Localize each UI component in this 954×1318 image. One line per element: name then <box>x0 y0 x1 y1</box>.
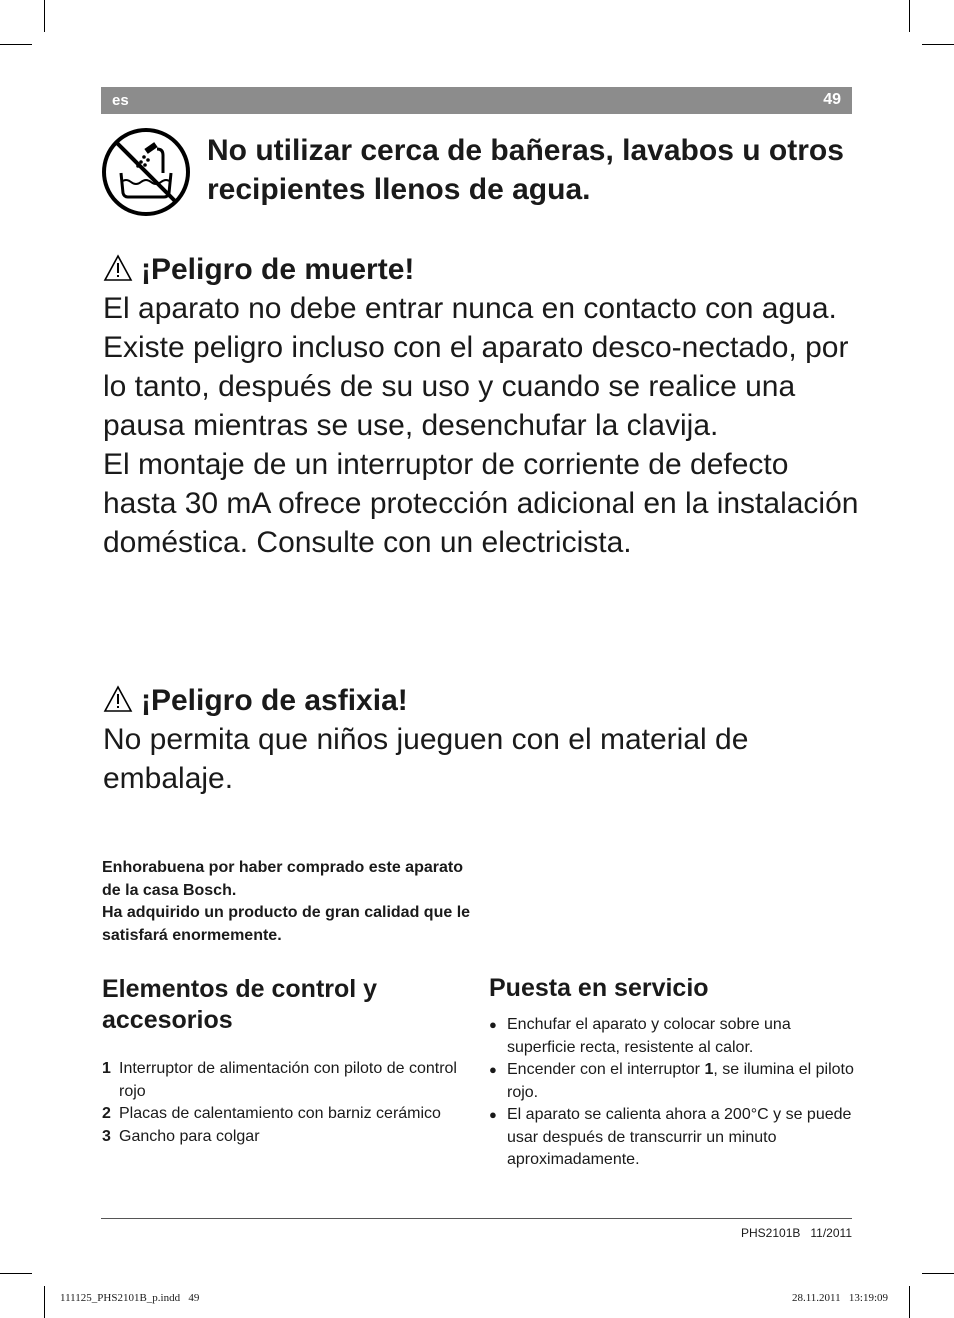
danger-death-paragraph-1: El aparato no debe entrar nunca en contacto con agua. Existe peligro incluso con el aparato desco-nectado, por lo tanto, después de su uso y cuando se realice una pausa mientras se use, desenchufar la clavija. <box>103 292 849 442</box>
language-code: es <box>112 92 129 109</box>
danger-asphyxia-section <box>103 681 863 798</box>
item-text-pre: Encender con el interruptor <box>507 1061 705 1078</box>
crop-mark <box>44 1286 45 1318</box>
bullet-icon: ● <box>489 1107 497 1122</box>
intro-line-2: Ha adquirido un producto de gran calidad que le satisfará enormemente. <box>102 904 471 944</box>
bullet-icon: ● <box>489 1017 497 1032</box>
no-water-bath-icon <box>101 127 191 217</box>
danger-death-heading-text: ¡Peligro de muerte! <box>141 253 415 286</box>
item-number: 1 <box>102 1060 111 1077</box>
edition-date: 11/2011 <box>810 1226 852 1240</box>
item-text: Interruptor de alimentación con piloto de control rojo <box>119 1060 457 1100</box>
danger-asphyxia-paragraph: No permita que niños jueguen con el material de embalaje. <box>103 723 749 795</box>
item-text: Enchufar el aparato y colocar sobre una superficie recta, resistente al calor. <box>507 1016 791 1056</box>
list-item <box>489 1059 854 1104</box>
list-item <box>102 1126 462 1149</box>
intro-line-1: Enhorabuena por haber comprado este aparato de la casa Bosch. <box>102 859 463 899</box>
danger-death-paragraph-2: El montaje de un interruptor de corriente de defecto hasta 30 mA ofrece protección adicional en la instalación doméstica. Consulte con un electricista. <box>103 448 859 559</box>
item-text: Placas de calentamiento con barniz cerámico <box>119 1105 441 1122</box>
crop-mark <box>922 1273 954 1274</box>
controls-list <box>102 1058 462 1148</box>
item-text <box>507 1059 854 1104</box>
list-item <box>102 1058 462 1103</box>
setup-section-title: Puesta en servicio <box>489 974 709 1002</box>
list-item <box>489 1014 854 1059</box>
footer-divider <box>101 1218 852 1219</box>
item-number: 3 <box>102 1127 111 1145</box>
water-warning-title: No utilizar cerca de bañeras, lavabos u otros recipientes llenos de agua. <box>207 134 844 206</box>
crop-mark <box>909 0 910 32</box>
bullet-icon: ● <box>489 1062 497 1077</box>
danger-death-heading <box>103 250 863 289</box>
list-item <box>102 1103 462 1126</box>
crop-mark <box>0 44 32 45</box>
item-text: El aparato se calienta ahora a 200°C y se puede usar después de transcurrir un minuto aproximadamente. <box>507 1106 852 1168</box>
danger-asphyxia-heading <box>103 681 863 720</box>
item-text-post: , se ilumina el piloto rojo. <box>507 1061 854 1101</box>
danger-death-section <box>103 250 863 562</box>
crop-mark <box>0 1273 32 1274</box>
crop-mark <box>44 0 45 32</box>
slug-file-info: 111125_PHS2101B_p.indd 49 <box>60 1292 200 1304</box>
danger-asphyxia-heading-text: ¡Peligro de asfixia! <box>141 684 408 717</box>
page-number: 49 <box>823 91 841 108</box>
item-text-bold: 1 <box>704 1061 714 1078</box>
page-header-bar <box>101 87 852 114</box>
footer-model-info <box>741 1226 852 1240</box>
item-text: Gancho para colgar <box>119 1127 260 1145</box>
intro-text <box>102 857 482 947</box>
crop-mark <box>922 44 954 45</box>
warning-triangle-icon <box>103 254 133 282</box>
crop-mark <box>909 1286 910 1318</box>
controls-section-title: Elementos de control y accesorios <box>102 975 378 1034</box>
setup-list <box>489 1014 854 1172</box>
warning-triangle-icon <box>103 685 133 713</box>
model-number: PHS2101B <box>741 1226 801 1240</box>
slug-timestamp: 28.11.2011 13:19:09 <box>791 1292 888 1304</box>
list-item <box>489 1104 854 1172</box>
item-number: 2 <box>102 1105 111 1122</box>
